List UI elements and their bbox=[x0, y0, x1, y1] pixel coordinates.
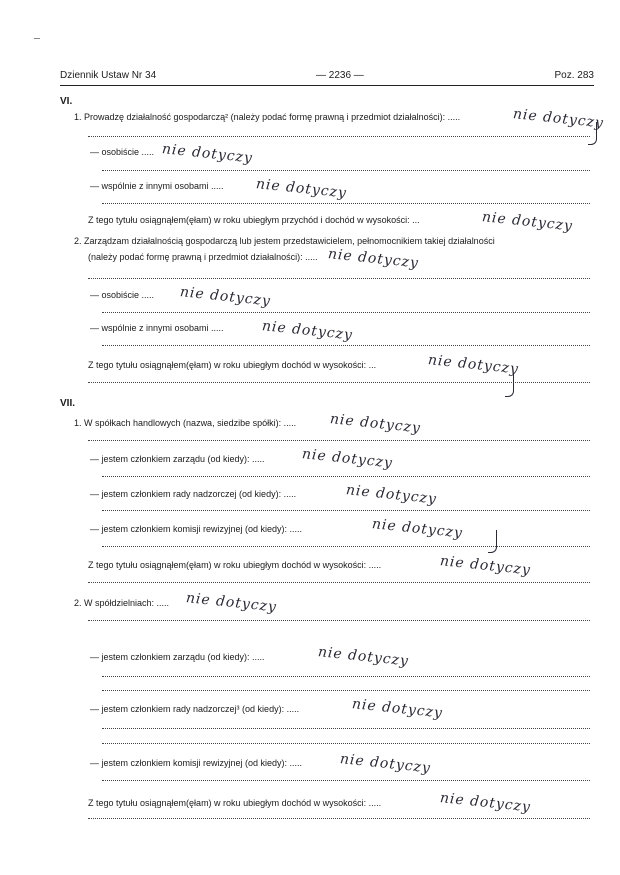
handwritten-answer: nie dotyczy bbox=[512, 106, 605, 132]
vii-item2-text: 2. W spółdzielniach: ..... bbox=[74, 598, 170, 608]
handwritten-answer: nie dotyczy bbox=[255, 176, 348, 202]
position-number: Poz. 283 bbox=[554, 70, 594, 81]
dotted-line bbox=[102, 345, 590, 346]
dotted-line bbox=[102, 743, 590, 744]
vi-osobiscie-text: — osobiście ..... bbox=[90, 147, 155, 157]
handwritten-answer: nie dotyczy bbox=[317, 644, 410, 670]
dotted-line bbox=[102, 170, 590, 171]
handwritten-answer: nie dotyczy bbox=[371, 516, 464, 542]
vii-zarzad-text: — jestem członkiem zarządu (od kiedy): ..... bbox=[90, 454, 265, 464]
handwritten-answer: nie dotyczy bbox=[427, 352, 520, 378]
dotted-line bbox=[102, 203, 590, 204]
dotted-line bbox=[88, 278, 590, 279]
dotted-line bbox=[102, 312, 590, 313]
dotted-line bbox=[102, 780, 590, 781]
scan-mark bbox=[34, 38, 40, 39]
dotted-line bbox=[102, 510, 590, 511]
vii-income1-text: Z tego tytułu osiągnąłem(ęłam) w roku ubiegłym dochód w wysokości: ..... bbox=[88, 560, 382, 570]
vii-zarzad2-text: — jestem członkiem zarządu (od kiedy): ..... bbox=[90, 652, 265, 662]
page-header bbox=[60, 70, 594, 84]
dotted-line bbox=[102, 728, 590, 729]
vii-item1-text: 1. W spółkach handlowych (nazwa, siedzibe spółki): ..... bbox=[74, 418, 297, 428]
handwriting-stroke bbox=[588, 122, 597, 145]
vi-income2-text: Z tego tytułu osiągnąłem(ęłam) w roku ubiegłym dochód w wysokości: ... bbox=[88, 360, 377, 370]
dotted-line bbox=[88, 582, 590, 583]
handwritten-answer: nie dotyczy bbox=[439, 790, 532, 816]
dotted-line bbox=[102, 476, 590, 477]
handwritten-answer: nie dotyczy bbox=[185, 590, 278, 616]
journal-title: Dziennik Ustaw Nr 34 bbox=[60, 70, 157, 81]
handwritten-answer: nie dotyczy bbox=[327, 246, 420, 272]
dotted-line bbox=[88, 136, 590, 137]
vi-osobiscie2-text: — osobiście ..... bbox=[90, 290, 155, 300]
page-number: — 2236 — bbox=[316, 70, 364, 81]
vi-wspolnie-text: — wspólnie z innymi osobami ..... bbox=[90, 181, 224, 191]
handwritten-answer: nie dotyczy bbox=[345, 482, 438, 508]
vi-income1-text: Z tego tytułu osiągnąłem(ęłam) w roku ubiegłym przychód i dochód w wysokości: ... bbox=[88, 215, 420, 225]
handwritten-answer: nie dotyczy bbox=[161, 141, 254, 167]
handwritten-answer: nie dotyczy bbox=[351, 696, 444, 722]
dotted-line bbox=[88, 440, 590, 441]
handwritten-answer: nie dotyczy bbox=[329, 411, 422, 437]
vi-item2-text-line2: (należy podać formę prawną i przedmiot działalności): ..... bbox=[88, 252, 318, 262]
handwritten-answer: nie dotyczy bbox=[179, 284, 272, 310]
dotted-line bbox=[88, 382, 590, 383]
handwriting-stroke bbox=[505, 374, 514, 397]
handwritten-answer: nie dotyczy bbox=[301, 446, 394, 472]
vi-item1-text: 1. Prowadzę działalność gospodarczą² (należy podać formę prawną i przedmiot działalności): ..... bbox=[74, 112, 461, 122]
dotted-line bbox=[102, 690, 590, 691]
handwritten-answer: nie dotyczy bbox=[261, 318, 354, 344]
handwriting-stroke bbox=[488, 530, 497, 553]
vii-rada2-text: — jestem członkiem rady nadzorczej³ (od kiedy): ..... bbox=[90, 704, 300, 714]
handwritten-answer: nie dotyczy bbox=[339, 751, 432, 777]
vii-komisja-text: — jestem członkiem komisji rewizyjnej (od kiedy): ..... bbox=[90, 524, 303, 534]
vii-komisja2-text: — jestem członkiem komisji rewizyjnej (od kiedy): ..... bbox=[90, 758, 303, 768]
handwritten-answer: nie dotyczy bbox=[439, 553, 532, 579]
dotted-line bbox=[102, 676, 590, 677]
section-vii-label: VII. bbox=[60, 398, 76, 409]
dotted-line bbox=[88, 818, 590, 819]
vi-item2-text-line1: 2. Zarządzam działalnością gospodarczą lub jestem przedstawicielem, pełnomocnikiem takiej działalności bbox=[74, 236, 495, 246]
header-rule bbox=[60, 85, 594, 86]
dotted-line bbox=[88, 620, 590, 621]
vii-rada-text: — jestem członkiem rady nadzorczej (od kiedy): ..... bbox=[90, 489, 297, 499]
section-vi-label: VI. bbox=[60, 96, 73, 107]
handwritten-answer: nie dotyczy bbox=[481, 209, 574, 235]
vii-income2-text: Z tego tytułu osiągnąłem(ęłam) w roku ubiegłym dochód w wysokości: ..... bbox=[88, 798, 382, 808]
dotted-line bbox=[102, 546, 590, 547]
vi-wspolnie2-text: — wspólnie z innymi osobami ..... bbox=[90, 323, 224, 333]
